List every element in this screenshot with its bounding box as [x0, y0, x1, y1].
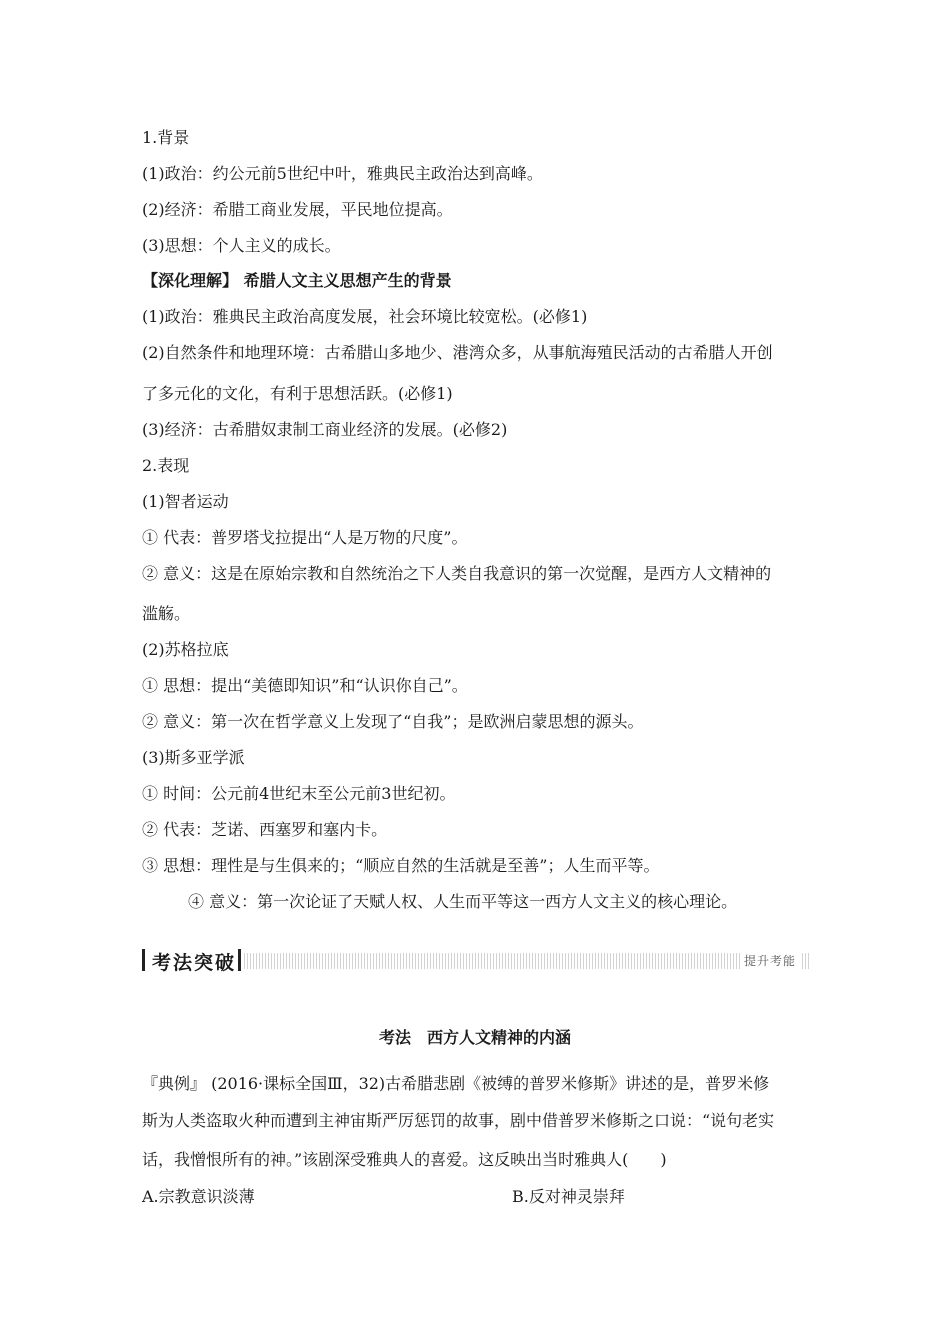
- text-line: ② 意义：这是在原始宗教和自然统治之下人类自我意识的第一次觉醒，是西方人文精神的: [142, 564, 772, 583]
- text-line: (3)经济：古希腊奴隶制工商业经济的发展。(必修2): [142, 420, 508, 439]
- banner-hatch: [244, 953, 810, 969]
- text-line: (2)经济：希腊工商业发展，平民地位提高。: [142, 200, 453, 219]
- example-line: 斯为人类盗取火种而遭到主神宙斯严厉惩罚的故事，剧中借普罗米修斯之口说：“说句老实: [142, 1111, 775, 1130]
- text-line: (1)智者运动: [142, 492, 229, 511]
- example-line: 话，我憎恨所有的神。”该剧深受雅典人的喜爱。这反映出当时雅典人( ): [142, 1150, 667, 1169]
- section-banner: [142, 945, 810, 975]
- heading-background: 1.背景: [142, 128, 190, 147]
- banner-bar: [238, 949, 241, 971]
- text-line: ① 思想：提出“美德即知识”和“认识你自己”。: [142, 676, 468, 695]
- text-line: 滥觞。: [142, 604, 191, 623]
- text-line: (2)苏格拉底: [142, 640, 229, 659]
- banner-title: 考法突破: [152, 952, 237, 974]
- option-a: A.宗教意识淡薄: [142, 1187, 255, 1206]
- deep-understanding-heading: 【深化理解】 希腊人文主义思想产生的背景: [142, 271, 452, 290]
- text-line: 了多元化的文化，有利于思想活跃。(必修1): [142, 384, 453, 403]
- text-line: (1)政治：约公元前5世纪中叶，雅典民主政治达到高峰。: [142, 164, 543, 183]
- option-b: B.反对神灵崇拜: [512, 1187, 625, 1206]
- text-line: ② 意义：第一次在哲学意义上发现了“自我”；是欧洲启蒙思想的源头。: [142, 712, 644, 731]
- example-line: 『典例』 (2016·课标全国Ⅲ，32)古希腊悲剧《被缚的普罗米修斯》讲述的是，普罗米修: [142, 1074, 770, 1093]
- text-line: (3)斯多亚学派: [142, 748, 245, 767]
- text-line: (3)思想：个人主义的成长。: [142, 236, 341, 255]
- heading-performance: 2.表现: [142, 456, 190, 475]
- text-line: ② 代表：芝诺、西塞罗和塞内卡。: [142, 820, 388, 839]
- text-line: ④ 意义：第一次论证了天赋人权、人生而平等这一西方人文主义的核心理论。: [188, 892, 738, 911]
- banner-bar: [142, 949, 145, 971]
- text-line: ③ 思想：理性是与生俱来的；“顺应自然的生活就是至善”；人生而平等。: [142, 856, 660, 875]
- text-line: (2)自然条件和地理环境：古希腊山多地少、港湾众多，从事航海殖民活动的古希腊人开创: [142, 343, 773, 362]
- text-line: ① 时间：公元前4世纪末至公元前3世纪初。: [142, 784, 456, 803]
- text-line: ① 代表：普罗塔戈拉提出“人是万物的尺度”。: [142, 528, 468, 547]
- text-line: (1)政治：雅典民主政治高度发展，社会环境比较宽松。(必修1): [142, 307, 588, 326]
- banner-subtitle: 提升考能: [740, 952, 800, 969]
- section-title: 考法 西方人文精神的内涵: [378, 1028, 571, 1047]
